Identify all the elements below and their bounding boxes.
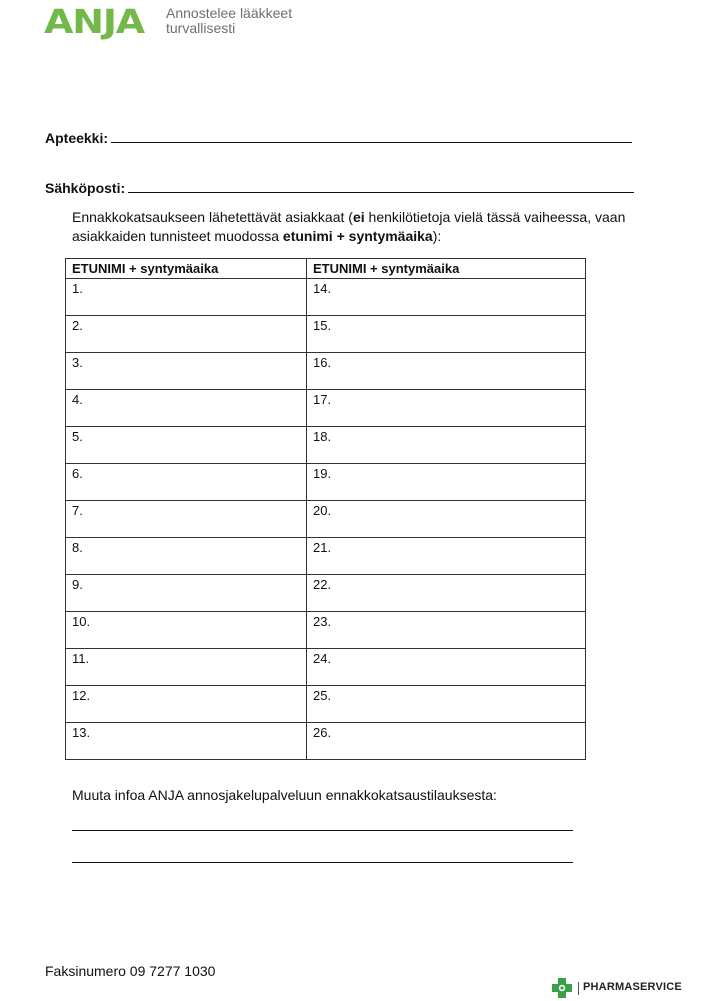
- fax-number: Faksinumero 09 7277 1030: [45, 963, 216, 979]
- tagline-line-1: Annostelee lääkkeet: [166, 5, 293, 21]
- table-cell[interactable]: 4.: [66, 390, 307, 427]
- email-field[interactable]: [45, 178, 634, 196]
- table-cell[interactable]: 11.: [66, 649, 307, 686]
- pharmacy-input-line[interactable]: [111, 128, 632, 143]
- table-cell[interactable]: 5.: [66, 427, 307, 464]
- table-row: [66, 686, 586, 723]
- table-cell[interactable]: 14.: [307, 279, 586, 316]
- pharmacy-label: Apteekki:: [45, 130, 109, 146]
- table-cell[interactable]: 2.: [66, 316, 307, 353]
- logo-separator: [578, 982, 579, 995]
- more-info-label: Muuta infoa ANJA annosjakelupalveluun ennakkokatsaustilauksesta:: [72, 787, 497, 803]
- table-row: [66, 464, 586, 501]
- tagline-line-2: turvallisesti: [166, 20, 236, 36]
- pharmacy-field[interactable]: [45, 128, 632, 146]
- green-cross-icon: [551, 977, 573, 999]
- table-row: [66, 649, 586, 686]
- table-cell[interactable]: 13.: [66, 723, 307, 760]
- table-cell[interactable]: 6.: [66, 464, 307, 501]
- table-cell[interactable]: 12.: [66, 686, 307, 723]
- table-cell[interactable]: 9.: [66, 575, 307, 612]
- table-cell[interactable]: 8.: [66, 538, 307, 575]
- more-info-line-2[interactable]: [72, 862, 573, 863]
- table-cell[interactable]: 3.: [66, 353, 307, 390]
- table-cell[interactable]: 23.: [307, 612, 586, 649]
- table-cell[interactable]: 21.: [307, 538, 586, 575]
- clients-table: [65, 258, 586, 760]
- column-header-right: ETUNIMI + syntymäaika: [307, 259, 586, 279]
- email-input-line[interactable]: [128, 178, 634, 193]
- table-cell[interactable]: 17.: [307, 390, 586, 427]
- email-label: Sähköposti:: [45, 180, 126, 196]
- table-row: [66, 427, 586, 464]
- table-cell[interactable]: 10.: [66, 612, 307, 649]
- table-cell[interactable]: 25.: [307, 686, 586, 723]
- table-cell[interactable]: 7.: [66, 501, 307, 538]
- table-row: [66, 575, 586, 612]
- table-cell[interactable]: 20.: [307, 501, 586, 538]
- table-row: [66, 279, 586, 316]
- table-row: [66, 353, 586, 390]
- logo-tagline: [166, 6, 366, 36]
- table-cell[interactable]: 24.: [307, 649, 586, 686]
- logo-wordmark: ANJA: [44, 2, 145, 41]
- table-row: [66, 501, 586, 538]
- intro-paragraph: [72, 208, 632, 246]
- pharmaservice-name: PHARMASERVICE: [583, 981, 682, 993]
- table-row: [66, 723, 586, 760]
- table-cell[interactable]: 26.: [307, 723, 586, 760]
- more-info-line-1[interactable]: [72, 830, 573, 831]
- intro-bold-2: etunimi + syntymäaika: [282, 228, 433, 244]
- intro-text-2: henkilötietoja vielä tässä vaiheessa, vaan asiakkaiden tunnisteet muodossa: [72, 209, 626, 244]
- table-header-row: [66, 259, 586, 279]
- table-cell[interactable]: 15.: [307, 316, 586, 353]
- table-cell[interactable]: 22.: [307, 575, 586, 612]
- table-row: [66, 390, 586, 427]
- table-row: [66, 538, 586, 575]
- table-cell[interactable]: 19.: [307, 464, 586, 501]
- table-row: [66, 612, 586, 649]
- table-cell[interactable]: 16.: [307, 353, 586, 390]
- intro-text-3: ):: [432, 228, 442, 244]
- table-row: [66, 316, 586, 353]
- table-cell[interactable]: 1.: [66, 279, 307, 316]
- intro-bold-1: ei: [352, 209, 365, 225]
- pharmaservice-logo: [551, 977, 701, 1001]
- intro-text-1: Ennakkokatsaukseen lähetettävät asiakkaat (: [72, 209, 353, 225]
- column-header-left: ETUNIMI + syntymäaika: [66, 259, 307, 279]
- table-cell[interactable]: 18.: [307, 427, 586, 464]
